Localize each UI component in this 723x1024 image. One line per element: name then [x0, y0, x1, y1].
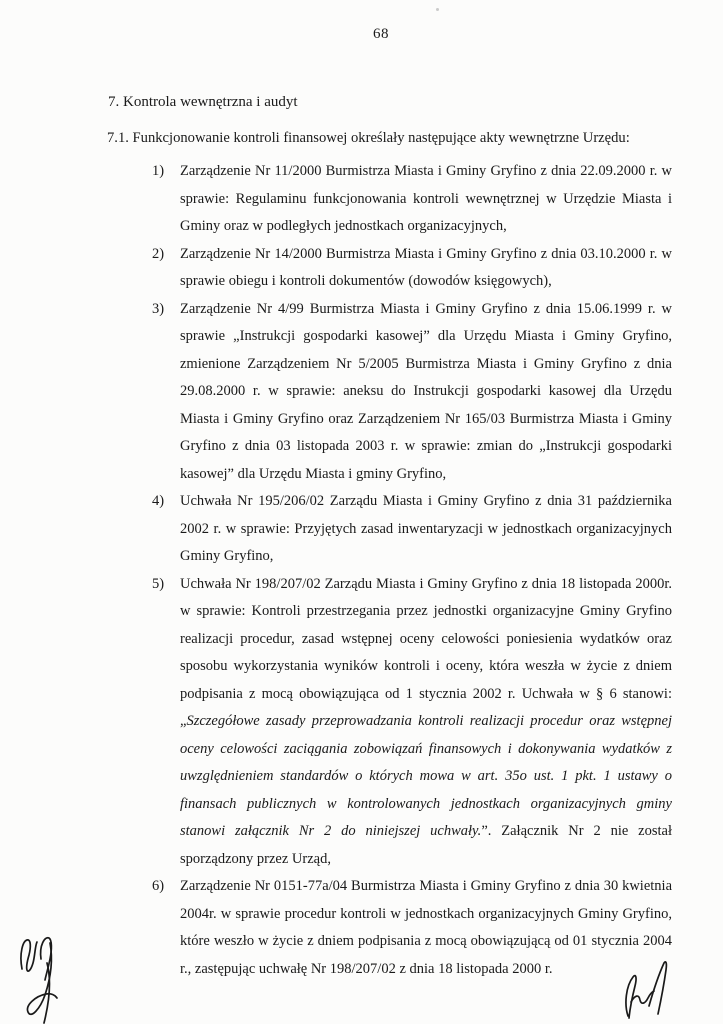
- list-item: [152, 488, 672, 571]
- list-item: [152, 571, 672, 874]
- list-item-number: 3): [152, 300, 165, 317]
- list-item-text: Zarządzenie Nr 4/99 Burmistrza Miasta i Gminy Gryfino z dnia 15.06.1999 r. w sprawie „Instrukcji gospodarki kasowej” dla Urzędu Miasta i Gminy Gryfino, zmienione Zarządzeniem Nr 5/2005 Burmistrza Miasta i Gminy Gryfino z dnia 29.08.2000 r. w sprawie: aneksu do Instrukcji gospodarki kasowej dla Urzędu Miasta i Gminy Gryfino oraz Zarządzeniem Nr 165/03 Burmistrza Miasta i Gminy Gryfino z dnia 03 listopada 2003 r. w sprawie: zmian do „Instrukcji gospodarki kasowej” dla Urzędu Miasta i gminy Gryfino,: [180, 300, 672, 482]
- section-heading: 7. Kontrola wewnętrzna i audyt: [108, 94, 298, 110]
- page-number: 68: [373, 26, 389, 42]
- list-item: [152, 873, 672, 983]
- list-item-number: 6): [152, 878, 165, 894]
- signature-left-icon: [14, 933, 70, 1024]
- signature-right-icon: [618, 956, 674, 1022]
- list-item-number: 4): [152, 493, 165, 509]
- list-item-number: 2): [152, 245, 165, 262]
- scan-artifact-dot: [436, 8, 439, 11]
- ordinance-list: [152, 158, 672, 983]
- list-item-text: Zarządzenie Nr 11/2000 Burmistrza Miasta i Gminy Gryfino z dnia 22.09.2000 r. w sprawie: Regulaminu funkcjonowania kontroli wewnętrznej w Urzędzie Miasta i Gminy oraz w podległych jednostkach organizacyjnych,: [180, 163, 672, 234]
- list-item-text: Zarządzenie Nr 14/2000 Burmistrza Miasta i Gminy Gryfino z dnia 03.10.2000 r. w sprawie obiegu i kontroli dokumentów (dowodów księgowych),: [180, 245, 672, 289]
- list-item-text: Zarządzenie Nr 0151-77a/04 Burmistrza Miasta i Gminy Gryfino z dnia 30 kwietnia 2004r. w sprawie procedur kontroli w jednostkach organizacyjnych Gminy Gryfino, które weszło w życie z dniem podpisania z mocą obowiązującą od 01 stycznia 2004 r., zastępując uchwałę Nr 198/207/02 z dnia 18 listopada 2000 r.: [180, 878, 672, 977]
- list-item: [152, 241, 672, 296]
- list-item-text: Uchwała Nr 198/207/02 Zarządu Miasta i Gminy Gryfino z dnia 18 listopada 2000r. w sprawie: Kontroli przestrzegania przez jednostki organizacyjne Gminy Gryfino realizacji procedur, zasad wstępnej oceny celowości poniesienia wydatków oraz sposobu wykorzystania wyników kontroli i oceny, która weszła w życie z dniem podpisania z mocą obowiązująca od 1 stycznia 2002 r. Uchwała w § 6 stanowi: „Szczegółowe zasady przeprowadzania kontroli realizacji procedur oraz wstępnej oceny celowości zaciągania zobowiązań finansowych i dokonywania wydatków z uwzględnieniem standardów o których mowa w art. 35o ust. 1 pkt. 1 ustawy o finansach publicznych w kontrolowanych jednostkach organizacyjnych gminy stanowi załącznik Nr 2 do niniejszej uchwały.”. Załącznik Nr 2 nie został sporządzony przez Urząd,: [180, 575, 672, 867]
- list-item-text: Uchwała Nr 195/206/02 Zarządu Miasta i Gminy Gryfino z dnia 31 października 2002 r. w sprawie: Przyjętych zasad inwentaryzacji w jednostkach organizacyjnych Gminy Gryfino,: [180, 493, 672, 564]
- list-item: [152, 296, 672, 489]
- handwritten-signature-right: [618, 956, 674, 1022]
- list-item-number: 1): [152, 163, 165, 179]
- list-item-number: 5): [152, 575, 165, 592]
- section-subheading: 7.1. Funkcjonowanie kontroli finansowej określały następujące akty wewnętrzne Urzędu:: [107, 130, 630, 146]
- list-item: [152, 158, 672, 241]
- handwritten-signature-left: [14, 933, 70, 1024]
